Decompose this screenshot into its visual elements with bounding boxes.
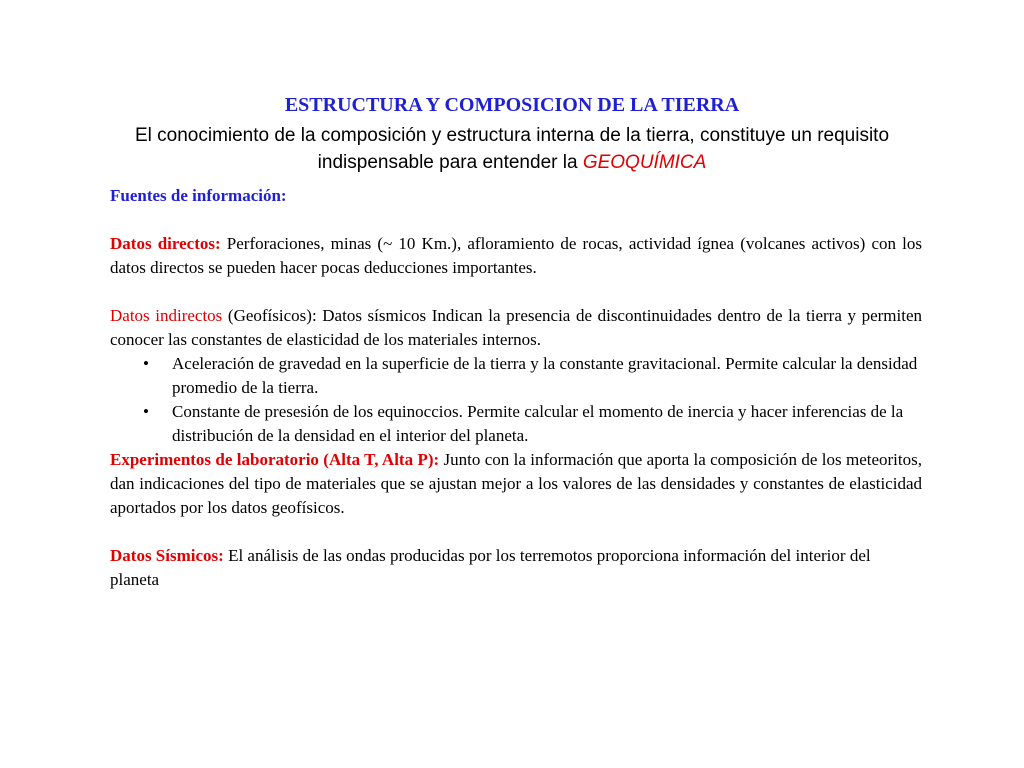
- spacer: [110, 520, 922, 544]
- spacer: [110, 208, 922, 232]
- bullet-icon: •: [143, 354, 149, 373]
- indirect-data-text: (Geofísicos): Datos sísmicos Indican la presencia de discontinuidades dentro de la tierra y permiten conocer las constantes de elasticidad de los materiales internos.: [110, 306, 923, 349]
- bullet-text: Aceleración de gravedad en la superficie de la tierra y la constante gravitacional. Permite calcular la densidad promedio de la tierra.: [172, 354, 918, 397]
- spacer: [110, 280, 922, 304]
- direct-data-label: Datos directos:: [110, 234, 221, 253]
- bullet-icon: •: [143, 402, 149, 421]
- slide-title: ESTRUCTURA Y COMPOSICION DE LA TIERRA: [284, 94, 740, 116]
- bullet-list: [110, 352, 922, 448]
- indirect-data-paragraph: [110, 304, 922, 352]
- direct-data-text: Perforaciones, minas (~ 10 Km.), afloramiento de rocas, actividad ígnea (volcanes activos) con los datos directos se pueden hacer pocas deducciones importantes.: [110, 234, 923, 277]
- seismic-data-paragraph: [110, 544, 922, 592]
- slide-subtitle: [80, 122, 944, 176]
- direct-data-paragraph: [110, 232, 922, 280]
- bullet-text: Constante de presesión de los equinoccios. Permite calcular el momento de inercia y hacer inferencias de la distribución de la densidad en el interior del planeta.: [172, 402, 904, 445]
- lab-experiments-text: Junto con la información que aporta la composición de los meteoritos, dan indicaciones del tipo de materiales que se ajustan mejor a los valores de las densidades y constantes de elasticidad aportados por los datos geofísicos.: [110, 450, 922, 517]
- subtitle-emphasis: GEOQUÍMICA: [582, 152, 707, 173]
- seismic-data-label: Datos Sísmicos:: [110, 546, 224, 565]
- list-item: [110, 400, 922, 448]
- lab-experiments-paragraph: [110, 448, 922, 520]
- seismic-data-text: El análisis de las ondas producidas por los terremotos proporciona información del interior del planeta: [110, 546, 871, 589]
- subtitle-text: El conocimiento de la composición y estructura interna de la tierra, constituye un requisito indispensable para entender la: [134, 125, 890, 173]
- indirect-data-label: Datos indirectos: [110, 306, 223, 325]
- list-item: [110, 352, 922, 400]
- slide-body: [110, 184, 922, 592]
- sources-heading: Fuentes de información:: [110, 186, 287, 205]
- lab-experiments-label: Experimentos de laboratorio (Alta T, Alta P):: [110, 450, 440, 469]
